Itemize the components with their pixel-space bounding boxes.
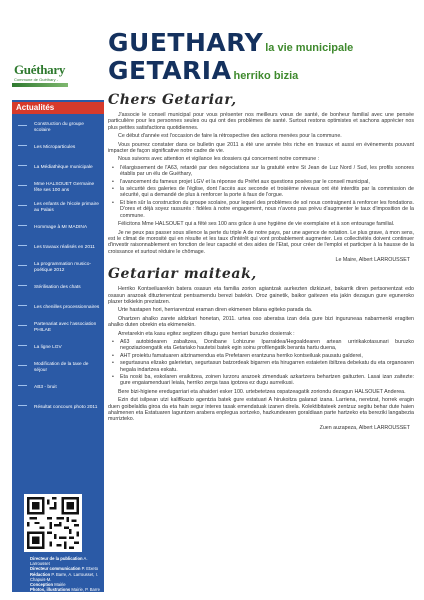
editorial-paragraph: Félicitons Mme HALSOUET qui a fêté ses 100 ans grâce à une hygiène de vie exemplaire et à son entourage familial.	[118, 221, 395, 228]
editorial-paragraph: Ohartzen ahalko zarete aldizkari honetan, 2011. urtea oso aberatsa izan dela gure bizi inguruneaa nabarmenki eragiten ahalko duten obrekin eta ekimenekin.	[108, 315, 414, 329]
logo-bar	[12, 83, 68, 87]
sidebar-item[interactable]: La Médiathèque municipale	[12, 158, 104, 178]
editorial-paragraph: J'associe le conseil municipal pour vous présenter nos meilleurs vœux de santé, de bonheur familial avec une pensée particulière pour les personnes seules ou qui ont des problèmes de santé. Surtout restons optimistes et sachons apprécier nos plus petites satisfactions quotidiennes.	[108, 112, 414, 131]
credit-value: A. Larrousset	[30, 556, 88, 567]
sidebar-item[interactable]: Les travaux réalisés en 2011	[12, 238, 104, 258]
sidebar-item[interactable]: AB3 - bruit	[12, 378, 104, 398]
editorial-paragraph: Nous suivons avec attention et vigilance les dossiers qui concernent notre commune :	[118, 156, 320, 163]
sidebar-item[interactable]: La programmation musico-poétique 2012	[12, 258, 104, 278]
credit-label: Rédaction	[30, 571, 51, 577]
credit-value: P. Barre, A. Larrousset, I. Chapuis-M.	[30, 571, 98, 582]
editorial	[108, 92, 414, 592]
greeting-french: Chers Getariar,	[108, 92, 237, 108]
sidebar-item[interactable]: Mme HALSOUET Germaine fête ses 100 ans	[12, 178, 104, 198]
sidebar-item[interactable]: Les Microparticules	[12, 138, 104, 158]
logo-subtitle: Commune de Guéthary -	[14, 77, 59, 82]
credit-label: Directeur de la publication	[30, 556, 83, 561]
editorial-paragraph: Herriko Kontseiluarekin batera osasun eta familia zorion agiantzak aurkezten dizkizuet, bakarrik diren pertsonentzat edo osasun arazoak dituztenentzat pentsamendu berezi batekin. Oroz gainetik, baikor gaitezen eta jakin dezagun gure eguneroko plazer txikiekin preziatzen.	[108, 286, 414, 305]
editorial-paragraph: Urte hastapen hori, herriarentzat eraman diren ekimenen bilana egiteko parada da.	[118, 307, 313, 314]
bullet-item: • A63 autobidearen zabaltzea, Donibane Lohizune Iparraldea/Hegoaldearen artean urririkakotasunari buruzko negoziazioengatik eta Getariako hautetsi batek egin soinu profilengatik beranta hartu duena,	[108, 339, 414, 352]
credit-label: Conception	[30, 582, 54, 588]
signature-french: Le Maire, Albert LARROUSSET	[335, 257, 410, 264]
signature-basque: Zuen auzapeza, Albert LARROUSSET	[319, 424, 410, 431]
sidebar	[12, 100, 104, 598]
credit-value: Mairie	[54, 582, 66, 588]
credit-label: Photos, illustrations	[30, 587, 71, 593]
sidebar-header: Actualités	[12, 102, 104, 114]
credit-row	[30, 556, 102, 566]
commune-logo	[12, 58, 68, 88]
sidebar-item[interactable]: Résultat concours photo 2011	[12, 398, 104, 418]
bullet-item: • segurtasuna elizako galerietan, segurtasun batzordeak bigarren eta hirugarren estaieten ibiltzea debekatu du eta organoaren hegala indartzea eskatu.	[108, 360, 414, 373]
bullet-item: • AHT proiektu famatuaren aitzinamendua eta Prefetaren erantzuna herriko kontseiluak pausatu galderei,	[108, 353, 414, 359]
sidebar-item[interactable]: Les enfants de l'école primaire au Palais	[12, 198, 104, 218]
credit-label: Directeur communication	[30, 566, 81, 572]
sidebar-item[interactable]: Modification de la taxe de séjour	[12, 358, 104, 378]
credit-row	[30, 572, 102, 582]
editorial-paragraph: Vous pourrez constater dans ce bulletin que 2011 a été une année très riche en travaux et aussi en évènements pouvant impacter de façon significative notre cadre de vie.	[108, 141, 414, 155]
sidebar-item[interactable]: Partenariat avec l'association PHILAE	[12, 318, 104, 338]
bullet-item: • la sécurité des galeries de l'église, dont l'accès aux seconde et troisième niveaux ont été interdits par la commission de sécurité, qui a demandé de plus à renforcer la porte à faux de l'orgue.	[108, 186, 414, 199]
sidebar-item[interactable]: La ligne LGV	[12, 338, 104, 358]
sidebar-item[interactable]: Hommage à Mr MADINA	[12, 218, 104, 238]
editorial-paragraph: Ezin dut isilpean utzi kalifikazio agentzia batek gure estatuari A hirukoitza galarazi izana. Larriena, neretzat, horrek eragin duen goibelaldia giroa da eta hain segur interes tasak emendatuak izanen direla. Kolektibitateek zentzuz segitu behar dute haien ahalmenen eta Estatuaren laguntzen arabera enplegua sortzeko, hazkundearen goraldiaan parte hartzeko eta bereziki langabezia murrizteko.	[108, 397, 414, 423]
newsletter-page	[8, 6, 416, 596]
publication-credits	[30, 556, 102, 598]
editorial-paragraph: Arretarekin eta kasu egitez segitzen ditugu gure herriari buruzko dosierrak :	[118, 330, 295, 337]
bullet-item: • Eta noski ba, eskolaren eraikitzea, zoinen lurzoru arazoek zimenduak azkartzera behartzen gaituzten. Lasai izan zaitezte: gure engaiamenduari leiala, herriko zerga tasa igotzea ez dugu aurreikusi.	[108, 374, 414, 387]
editorial-paragraph: Je ne peux pas passer sous silence la perte du triple A de notre pays, par une agence de notation. Le plus grave, à mon sens, est le climat de morosité qui en résulte et les taux d'intérêt qui vont probablement augmenter. Les collectivités doivent continuer d'investir raisonnablement en fonction de leur capacité et des aides de l'Etat, pour créer de l'emploi et participer à la hausse de la croissance et surtout réduire le chômage.	[108, 229, 414, 255]
qr-code	[24, 494, 82, 552]
credit-label: Impression	[30, 592, 53, 598]
credit-value: Mairie, P. Barre	[71, 587, 100, 593]
title-guethary: GUETHARY	[108, 28, 264, 57]
credit-value: P. Etxeto	[81, 566, 99, 572]
title-getaria: GETARIA	[108, 56, 232, 85]
sidebar-item[interactable]: Stérilisation des chats	[12, 278, 104, 298]
french-bullet-list	[108, 165, 414, 219]
basque-bullet-list	[108, 339, 414, 387]
credit-value: Imprimerie XX	[53, 592, 81, 598]
bullet-item: • l'avancement du fameux projet LGV et la réponse du Préfet aux questions posées par le conseil municipal,	[108, 179, 414, 185]
credit-row	[30, 592, 102, 597]
subtitle-herriko-bizia: herriko bizia	[233, 70, 299, 82]
bullet-item: • l'élargissement de l'A63, retardé par des négociations sur la gratuité entre St Jean de Luz Nord / Sud, les profils sonores établis par un élu de Guéthary,	[108, 165, 414, 178]
bullet-item: • Et bien sûr la construction du groupe scolaire, pour lequel des problèmes de sol nous contraignent à renforcer les fondations. D'ores et déjà soyez rassurés : fidèles à notre engagement, nous n'avons pas prévu d'augmenter le taux d'imposition de la commune.	[108, 200, 414, 219]
masthead	[8, 6, 416, 92]
title-row-basque	[108, 56, 298, 84]
subtitle-vie-municipale: la vie municipale	[265, 42, 354, 54]
editorial-paragraph: Bere bizi-higiene eredugarriari eta ahaideri esker 100. urtebetetzea ospatzeagatik zoriondu dezagun HALSOUET Anderea.	[118, 388, 406, 395]
editorial-paragraph: Ce début d'année est l'occasion de faire la rétrospective des actions menées pour la commune.	[118, 133, 342, 140]
sidebar-list	[12, 118, 104, 418]
greeting-basque: Getariar maiteak,	[108, 266, 257, 283]
logo-wordmark: Guéthary	[14, 62, 66, 77]
sidebar-item[interactable]: Les chenilles processionnaires	[12, 298, 104, 318]
sidebar-item[interactable]: Construction du groupe scolaire	[12, 118, 104, 138]
title-row-french	[108, 28, 353, 56]
